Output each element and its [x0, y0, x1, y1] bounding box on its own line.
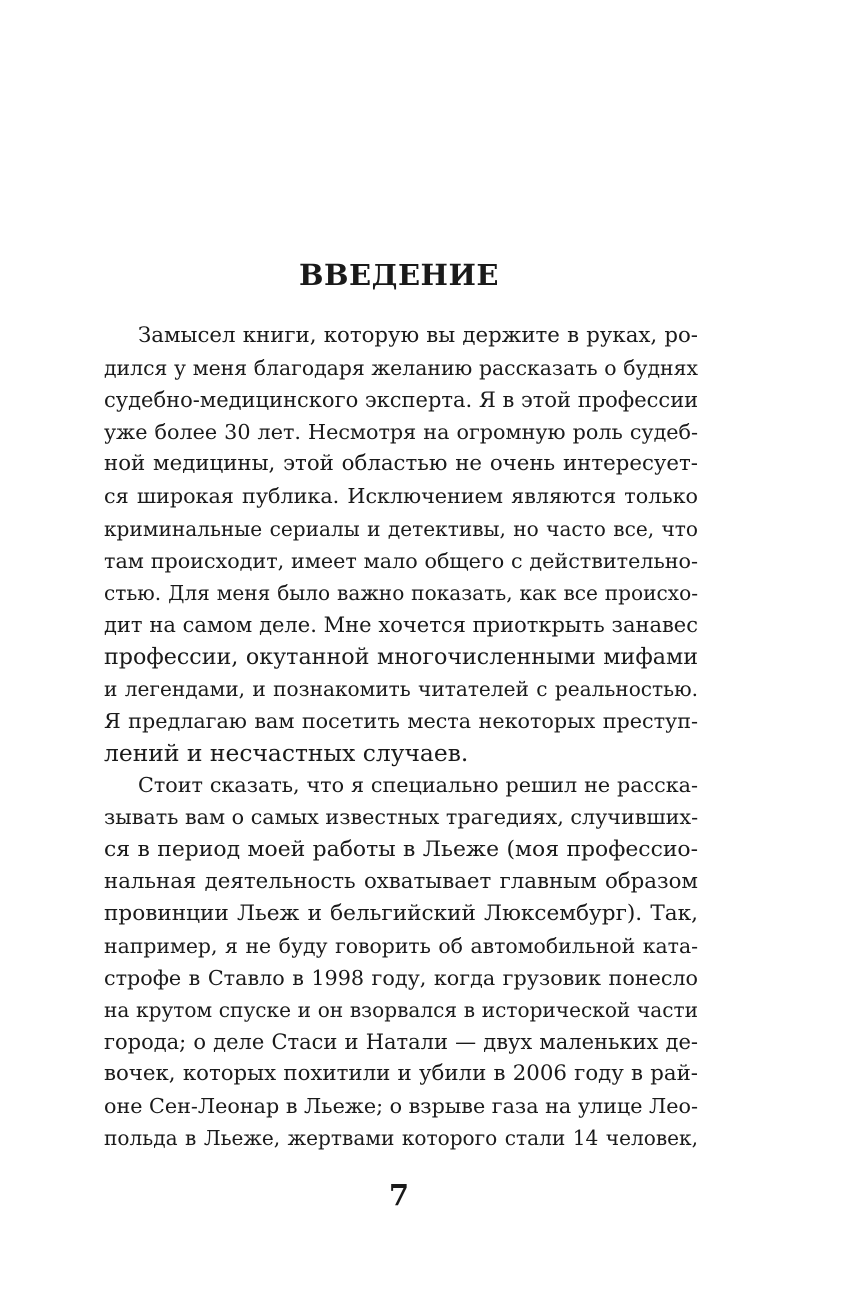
paragraph-1	[104, 320, 698, 769]
text-line: оне Сен-Леонар в Льеже; о взрыве газа на улице Лео-	[104, 1094, 698, 1119]
text-line: стью. Для меня было важно показать, как все происхо-	[104, 580, 698, 605]
text-line: Замысел книги, которую вы держите в руках, ро-	[138, 323, 698, 348]
text-line: Я предлагаю вам посетить места некоторых преступ-	[104, 709, 698, 734]
text-line: дит на самом деле. Мне хочется приоткрыть занавес	[104, 612, 698, 637]
text-line: нальная деятельность охватывает главным образом	[104, 868, 698, 894]
text-line: уже более 30 лет. Несмотря на огромную роль судеб-	[104, 420, 698, 445]
text-line: зывать вам о самых известных трагедиях, случивших-	[104, 805, 699, 830]
text-line: дился у меня благодаря желанию рассказать о буднях	[104, 356, 698, 381]
text-line: лений и несчастных случаев.	[104, 739, 469, 768]
text-line: там происходит, имеет мало общего с действительно-	[104, 548, 698, 573]
text-line: Стоит сказать, что я специально решил не расска-	[138, 773, 698, 798]
paragraph-2	[104, 769, 698, 1154]
text-line: ся широкая публика. Исключением являются только	[104, 484, 698, 509]
text-line: и легендами, и познакомить читателей с реальностью.	[104, 677, 698, 702]
text-line: ся в период моей работы в Льеже (моя профессио-	[104, 836, 698, 862]
text-line: строфе в Ставло в 1998 году, когда грузовик понесло	[104, 965, 698, 990]
body-text	[104, 320, 698, 1154]
text-line: профессии, окутанной многочисленными мифами	[104, 643, 698, 670]
text-line: вочек, которых похитили и убили в 2006 году в рай-	[104, 1061, 698, 1087]
text-line: провинции Льеж и бельгийский Люксембург). Так,	[104, 900, 698, 926]
text-line: криминальные сериалы и детективы, но часто все, что	[104, 516, 698, 541]
text-line: польда в Льеже, жертвами которого стали 14 человек,	[104, 1126, 698, 1151]
page-number: 7	[388, 1178, 410, 1212]
text-line: судебно-медицинского эксперта. Я в этой профессии	[104, 388, 699, 413]
chapter-title: ВВЕДЕНИЕ	[299, 258, 499, 292]
text-line: ной медицины, этой областью не очень интересует-	[104, 451, 698, 477]
text-line: города; о деле Стаси и Натали — двух маленьких де-	[104, 1030, 698, 1055]
text-line: на крутом спуске и он взорвался в исторической части	[104, 997, 698, 1022]
text-line: например, я не буду говорить об автомобильной ката-	[104, 933, 698, 958]
